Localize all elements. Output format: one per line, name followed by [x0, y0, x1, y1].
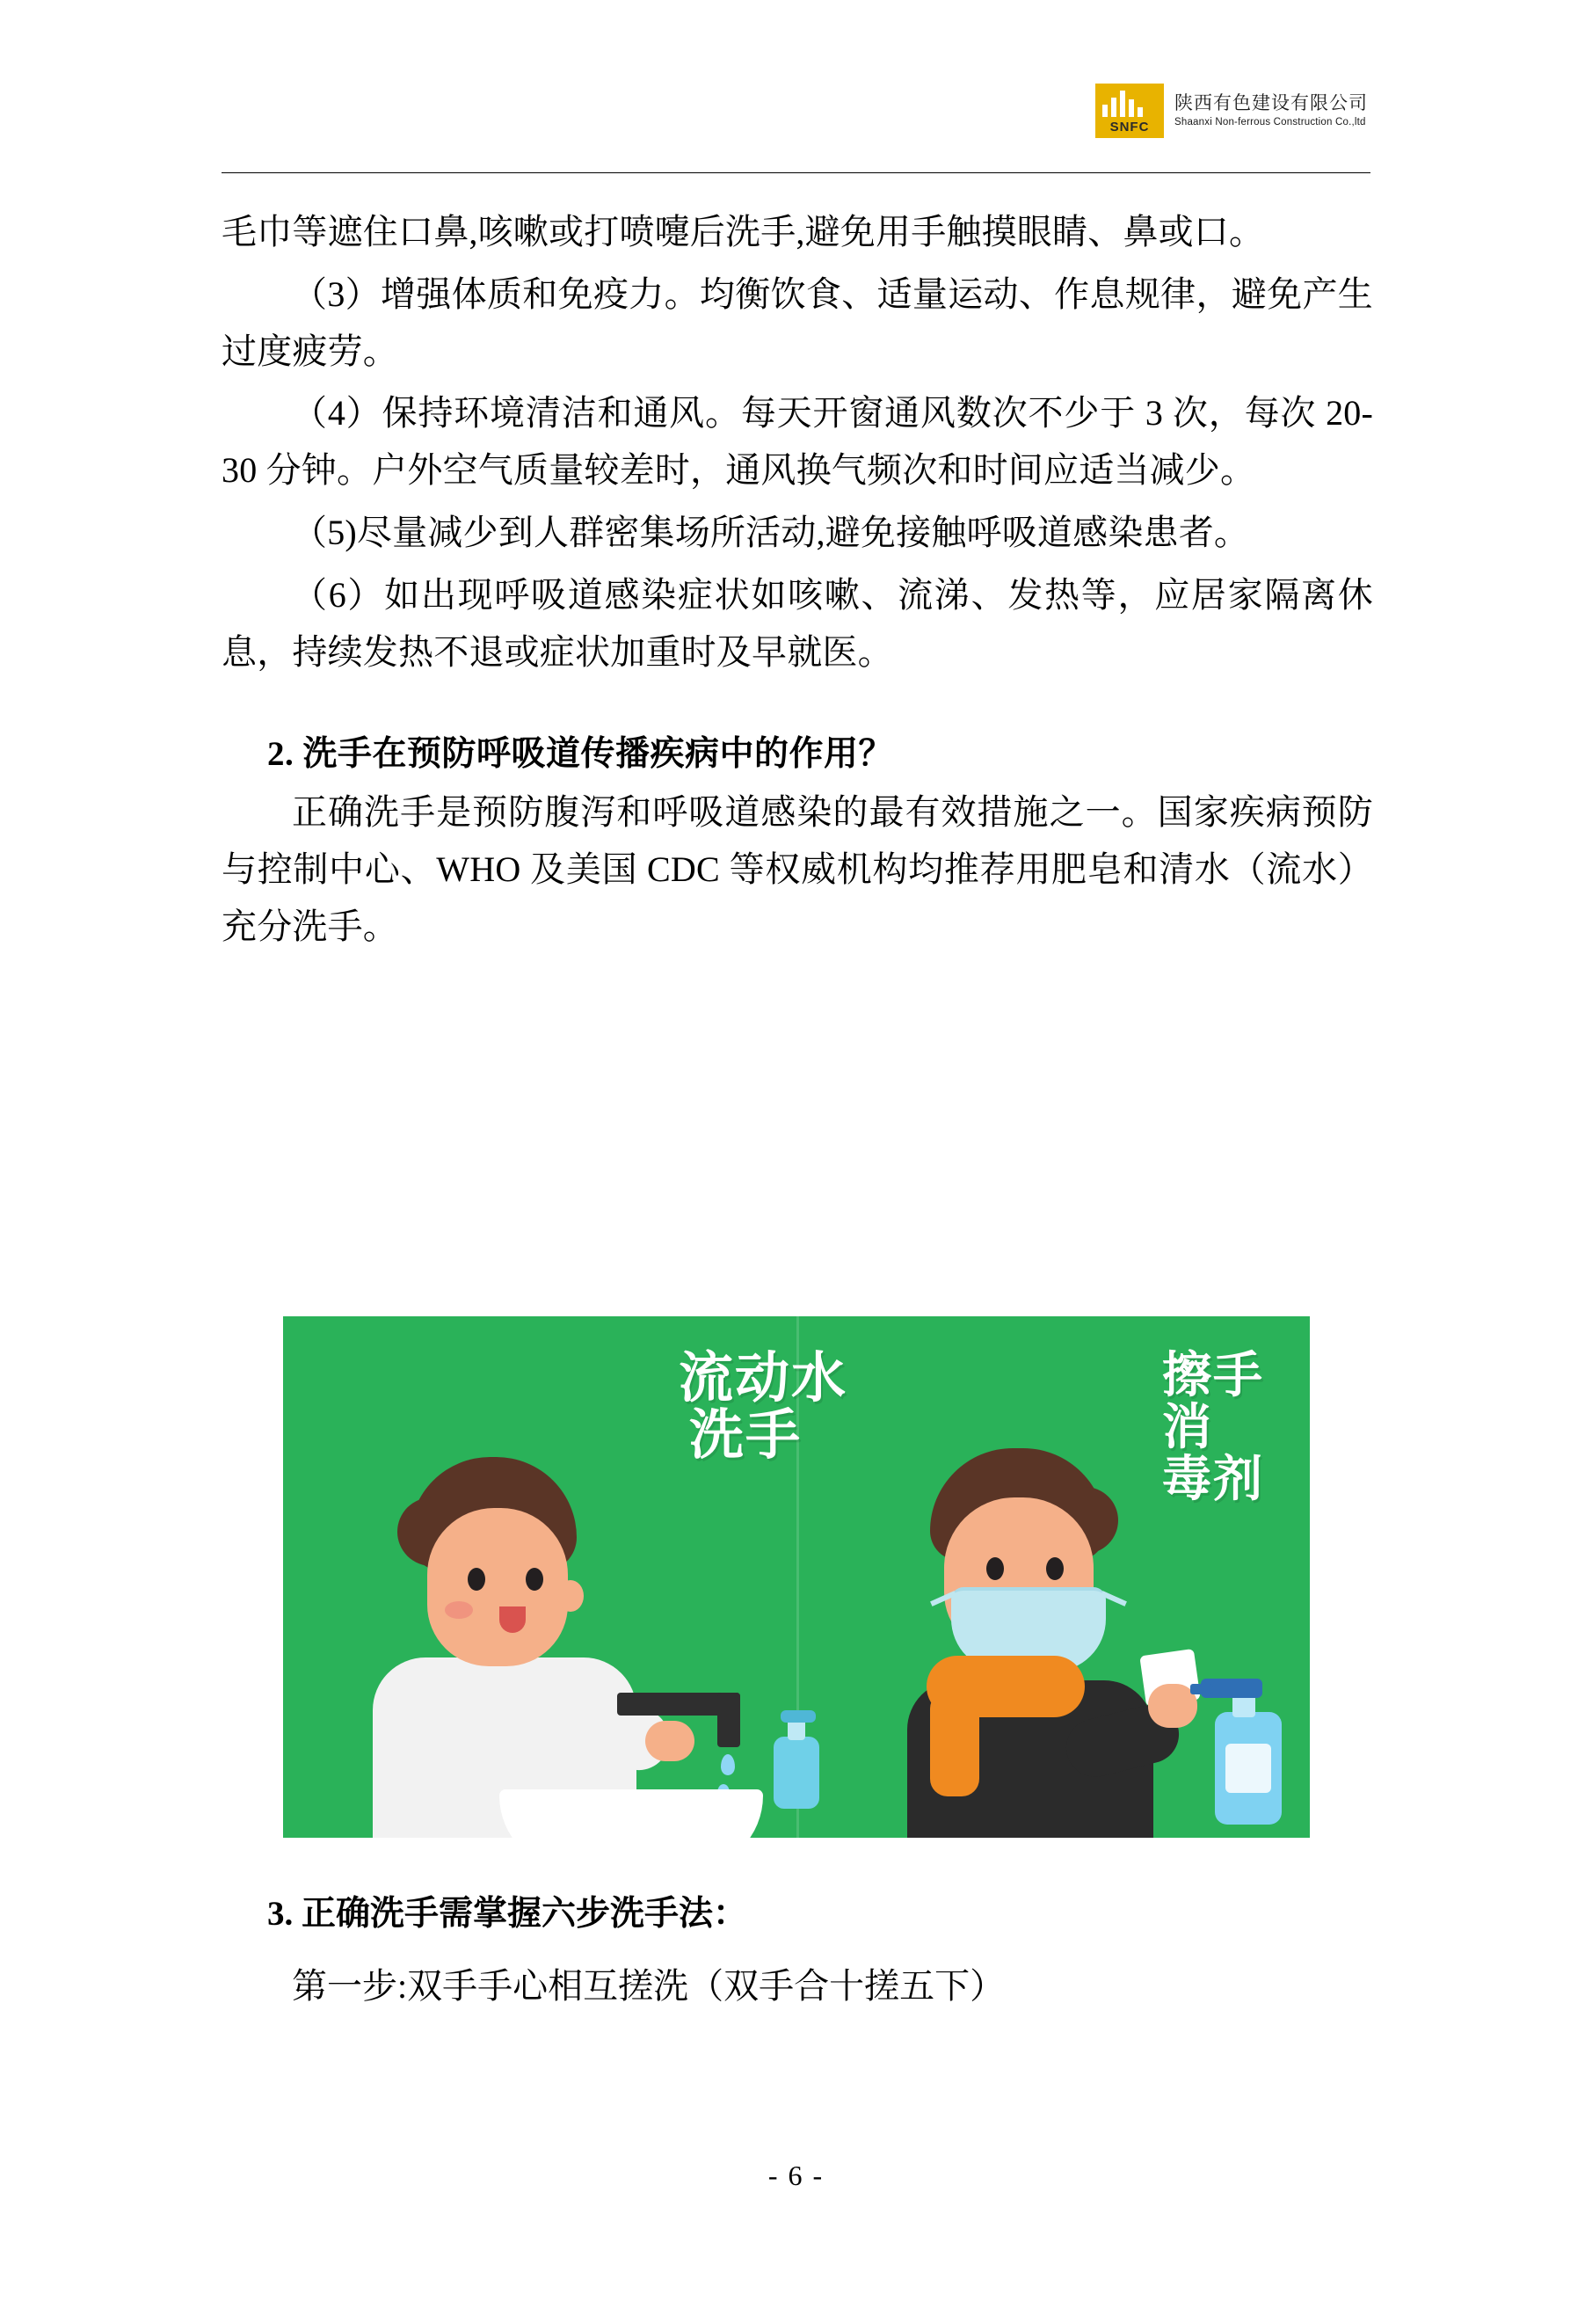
person-a-eye-left	[468, 1568, 485, 1591]
document-body-lower	[222, 1886, 1373, 2014]
page-number: - 6 -	[767, 2160, 825, 2191]
figure-label-left-line2: 洗手	[689, 1405, 803, 1467]
paragraph-item-6: （6）如出现呼吸道感染症状如咳嗽、流涕、发热等，应居家隔离休息，持续发热不退或症状加重时及早就医。	[222, 574, 1373, 672]
page-header	[224, 84, 1368, 163]
person-a-mouth	[499, 1606, 526, 1633]
soap-dispenser-cap	[781, 1710, 816, 1723]
logo-bars-icon	[1102, 89, 1157, 117]
paragraph-item-4: （4）保持环境清洁和通风。每天开窗通风数次不少于 3 次，每次 20-30 分钟。户外空气质量较差时，通风换气频次和时间应适当减少。	[222, 393, 1373, 491]
sink-basin	[499, 1789, 763, 1838]
logo-company-names	[1174, 92, 1368, 128]
figure-label-right-line2: 毒剂	[1162, 1450, 1264, 1506]
person-b-eye-right	[1046, 1557, 1064, 1580]
paragraph-item-3: （3）增强体质和免疫力。均衡饮食、适量运动、作息规律，避免产生过度疲劳。	[222, 273, 1373, 371]
company-name-en: Shaanxi Non-ferrous Construction Co.,ltd	[1174, 116, 1366, 127]
paragraph-item-5: （5)尽量减少到人群密集场所活动,避免接触呼吸道感染患者。	[292, 512, 1250, 552]
logo-mark-text: SNFC	[1109, 120, 1150, 135]
snfc-logo-mark	[1095, 84, 1164, 138]
sanitizer-bottle-label	[1225, 1744, 1271, 1793]
figure-label-left-line1: 流动水	[679, 1348, 848, 1409]
faucet-spout	[717, 1693, 740, 1747]
company-name-cn: 陕西有色建设有限公司	[1174, 93, 1368, 114]
figure-label-right-line1: 擦手消	[1162, 1347, 1264, 1454]
company-logo	[1095, 84, 1368, 138]
section-heading-3: 3. 正确洗手需掌握六步洗手法：	[267, 1895, 748, 1933]
handwashing-illustration	[283, 1316, 1310, 1838]
document-body	[222, 204, 1373, 961]
person-washing-hands-figure	[336, 1457, 705, 1838]
person-b-eye-left	[986, 1557, 1004, 1580]
person-a-eye-right	[526, 1568, 543, 1591]
person-a-cheek	[445, 1601, 473, 1619]
step-one-text: 第一步:双手手心相互搓洗（双手合十搓五下）	[292, 1966, 1006, 2006]
soap-dispenser-icon	[774, 1737, 819, 1809]
paragraph-continuation: 毛巾等遮住口鼻,咳嗽或打喷嚏后洗手,避免用手触摸眼睛、鼻或口。	[222, 212, 1265, 251]
person-a-face	[427, 1508, 568, 1666]
figure-label-left	[679, 1348, 848, 1467]
water-drop-icon	[721, 1754, 735, 1775]
sanitizer-spray-nozzle	[1190, 1684, 1213, 1694]
person-a-hand	[645, 1721, 694, 1761]
person-a-ear	[557, 1580, 584, 1612]
header-divider	[222, 172, 1370, 173]
section-2-body: 正确洗手是预防腹泻和呼吸道感染的最有效措施之一。国家疾病预防与控制中心、WHO 及美国 CDC 等权威机构均推荐用肥皂和清水（流水）充分洗手。	[222, 792, 1373, 946]
person-b-scarf	[927, 1656, 1085, 1717]
person-using-sanitizer-figure	[846, 1448, 1250, 1838]
section-heading-2: 2. 洗手在预防呼吸道传播疾病中的作用？	[267, 735, 894, 774]
